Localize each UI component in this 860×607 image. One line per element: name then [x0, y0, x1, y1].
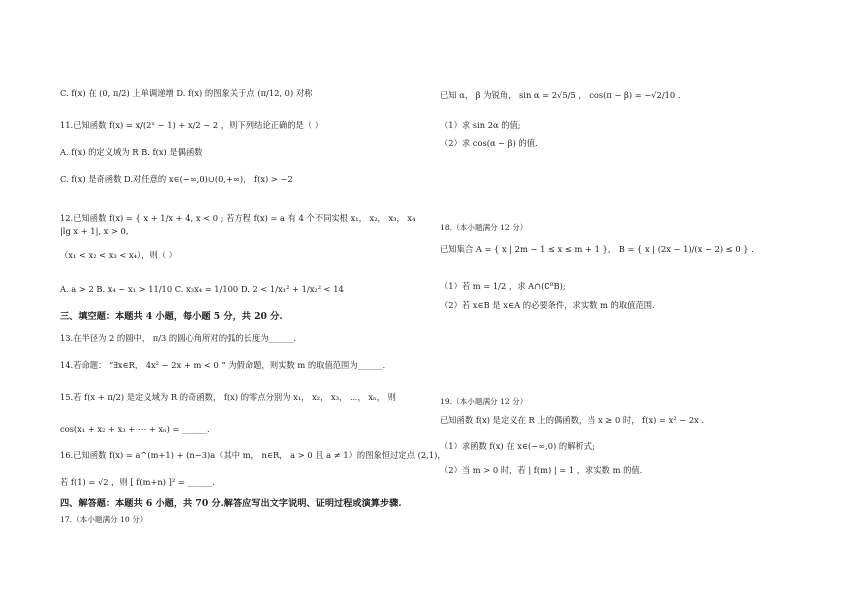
q17-part1: （1）求 sin 2α 的值;: [440, 120, 521, 130]
q18-part1: （1）若 m = 1/2 ，求 A∩(∁ᴿB);: [440, 281, 566, 291]
q16-line2: 若 f(1) = √2 ，则 [ f(m+n) ]² = ______.: [60, 477, 215, 487]
q11-stem: 11.已知函数 f(x) = x/(2ˣ − 1) + x/2 − 2 ，则下列结论正确的是（ ）: [60, 120, 324, 130]
q11-options-cd: C. f(x) 是奇函数 D.对任意的 x∈(−∞,0)∪(0,+∞)， f(x) > −2: [60, 174, 293, 184]
q12-stem-line1: 12.已知函数 f(x) = { x + 1/x + 4, x < 0 ; 若方程 f(x) = a 有 4 个不同实根 x₁， x₂， x₃， x₄: [60, 213, 416, 223]
q13: 13.在半径为 2 的圆中， π/3 的圆心角所对的弧的长度为______.: [60, 333, 297, 343]
q10-options-cd: C. f(x) 在 (0, π/2) 上单调递增 D. f(x) 的图象关于点 (π/12, 0) 对称: [60, 88, 313, 98]
q19-part2: （2）当 m > 0 时，若 | f(m) | = 1 ，求实数 m 的值.: [440, 465, 643, 475]
section-fill-in-heading: 三、填空题：本题共 4 小题，每小题 5 分，共 20 分.: [60, 311, 283, 322]
q19-condition: 已知函数 f(x) 是定义在 R 上的偶函数，当 x ≥ 0 时， f(x) = x² − 2x .: [440, 415, 705, 425]
q12-stem-line3: （x₁ < x₂ < x₃ < x₄），则（ ）: [60, 250, 177, 260]
q18-header: 18.（本小题满分 12 分）: [440, 223, 528, 232]
q15-line2: cos(x₁ + x₂ + x₃ + ⋯ + xₙ) = ______.: [60, 424, 210, 434]
q12-stem-line2: |lg x + 1|, x > 0,: [60, 226, 129, 236]
q14: 14.若命题： “∃x∈R， 4x² − 2x + m < 0 ” 为假命题，则实数 m 的取值范围为______.: [60, 360, 386, 370]
q17-header: 17.（本小题满分 10 分）: [60, 515, 148, 524]
section-answer-heading: 四、解答题：本题共 6 小题，共 70 分.解答应写出文字说明、证明过程或演算步骤.: [60, 498, 402, 509]
q18-condition: 已知集合 A = { x | 2m − 1 ≤ x ≤ m + 1 }， B = { x | (2x − 1)/(x − 2) ≤ 0 } .: [440, 244, 754, 254]
q17-part2: （2）求 cos(α − β) 的值.: [440, 138, 538, 148]
q17-condition: 已知 α， β 为锐角， sin α = 2√5/5 ， cos(π − β) = −√2/10 .: [440, 90, 681, 100]
q18-part2: （2）若 x∈B 是 x∈A 的必要条件，求实数 m 的取值范围.: [440, 300, 655, 310]
q19-part1: （1）求函数 f(x) 在 x∈(−∞,0) 的解析式;: [440, 441, 595, 451]
q11-options-ab: A. f(x) 的定义域为 R B. f(x) 是偶函数: [60, 147, 203, 157]
q16-line1: 16.已知函数 f(x) = a^(m+1) + (n−3)a（其中 m， n∈R， a > 0 且 a ≠ 1）的图象恒过定点 (2,1)，: [60, 450, 446, 460]
q12-options: A. a > 2 B. x₄ − x₁ > 11/10 C. x₃x₄ = 1/100 D. 2 < 1/x₁² + 1/x₂² < 14: [60, 284, 344, 294]
q19-header: 19.（本小题满分 12 分）: [440, 397, 528, 406]
q15-line1: 15.若 f(x + π/2) 是定义域为 R 的奇函数， f(x) 的零点分别为 x₁， x₂， x₃， ⋯， xₙ， 则: [60, 392, 396, 402]
